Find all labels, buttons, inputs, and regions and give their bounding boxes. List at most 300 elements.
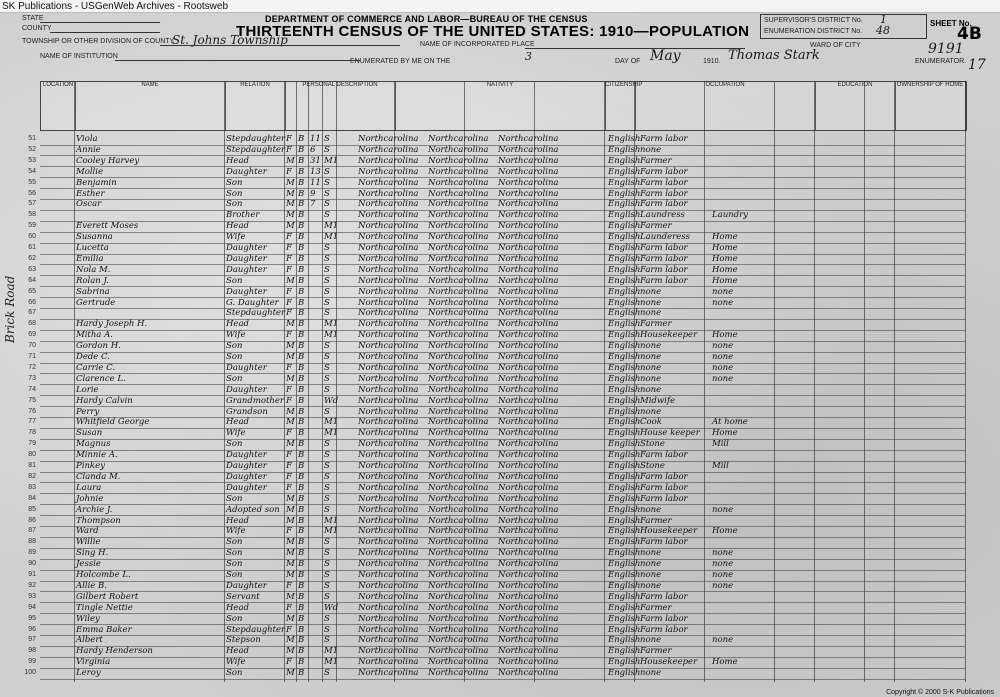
cell-occ: Farm labor (640, 199, 688, 210)
cell-bp: Northcarolina (358, 253, 419, 264)
cell-age (310, 243, 322, 253)
table-row (28, 221, 965, 233)
cell-bp: Northcarolina (358, 297, 419, 308)
cell-sex: M (286, 406, 295, 417)
table-row (28, 515, 965, 528)
cell-sex: F (286, 428, 292, 439)
cell-name: Allie B. (76, 580, 107, 591)
cell-rel: Daughter (226, 166, 267, 177)
cell-ind (712, 199, 782, 209)
cell-fbp: Northcarolina (428, 461, 489, 471)
cell-fbp: Northcarolina (428, 308, 489, 319)
cell-age (310, 570, 322, 580)
cell-sex: M (286, 548, 295, 559)
cell-sex: M (286, 559, 295, 570)
cell-occ: none (640, 362, 662, 373)
table-row (28, 471, 965, 484)
cell-mbp: Northcarolina (498, 264, 559, 275)
line-number: 69 (28, 331, 36, 339)
cell-ind: Home (712, 243, 738, 253)
table-row (28, 177, 965, 190)
cell-ms: S (324, 591, 330, 602)
cell-name: Esther (76, 188, 105, 199)
cell-race: B (298, 450, 305, 461)
cell-fbp: Northcarolina (428, 548, 489, 559)
cell-lang: English (608, 439, 641, 450)
cell-ms: S (324, 635, 330, 646)
cell-ind: Home (712, 657, 738, 668)
cell-occ: Farm labor (640, 482, 688, 493)
cell-ind: Home (712, 330, 738, 341)
cell-rel: Stepson (226, 635, 261, 646)
cell-age (310, 450, 322, 460)
cell-bp: Northcarolina (358, 243, 419, 253)
line-number: 67 (28, 309, 36, 317)
line-number: 72 (28, 363, 36, 371)
cell-occ: Farm labor (640, 275, 688, 286)
cell-rel: Wife (226, 428, 246, 439)
cell-bp: Northcarolina (358, 210, 419, 221)
cell-rel: Wife (226, 526, 246, 537)
cell-ms: M1 (324, 428, 339, 439)
cell-race: B (298, 275, 305, 286)
cell-rel: Daughter (226, 580, 267, 591)
cell-rel: Head (226, 417, 249, 428)
cell-bp: Northcarolina (358, 286, 419, 297)
cell-age (310, 625, 322, 635)
cell-mbp: Northcarolina (498, 221, 559, 232)
table-row (28, 210, 965, 222)
supervisor-value: 1 (880, 13, 887, 26)
cell-age (310, 516, 322, 526)
cell-fbp: Northcarolina (428, 646, 489, 657)
cell-lang: English (608, 526, 641, 537)
cell-sex: F (286, 286, 292, 297)
cell-age (310, 472, 322, 482)
cell-occ: none (640, 580, 662, 591)
cell-age (310, 592, 322, 602)
line-number: 62 (28, 254, 36, 262)
cell-name: Carrie C. (76, 362, 116, 373)
table-row (28, 439, 965, 451)
col-name: NAME (75, 82, 226, 130)
cell-mbp: Northcarolina (498, 624, 559, 635)
cell-rel: Head (226, 319, 249, 330)
line-number: 87 (28, 527, 36, 535)
cell-race: B (298, 199, 305, 210)
cell-race: B (298, 406, 305, 417)
cell-occ: Farm labor (640, 613, 688, 624)
cell-lang: English (608, 166, 641, 177)
cell-lang: English (608, 232, 641, 243)
cell-mbp: Northcarolina (498, 548, 559, 559)
cell-race: B (298, 297, 305, 308)
cell-occ: Midwife (640, 395, 676, 406)
cell-ind (712, 483, 782, 493)
cell-ms: S (324, 275, 330, 286)
day-value: 3 (525, 50, 532, 63)
cell-sex: F (286, 362, 292, 373)
cell-rel: Grandmother (226, 395, 284, 406)
cell-race: B (298, 286, 305, 297)
cell-rel: Wife (226, 657, 246, 668)
cell-name: Rolan J. (76, 275, 109, 286)
line-number: 52 (28, 145, 36, 153)
line-number: 96 (28, 625, 36, 633)
cell-ind: none (712, 504, 734, 515)
cell-occ: Housekeeper (640, 330, 698, 341)
cell-rel: Daughter (226, 362, 267, 373)
cell-ms: M1 (324, 232, 339, 243)
cell-age (310, 298, 322, 308)
cell-name: Leroy (76, 668, 101, 679)
cell-lang: English (608, 373, 641, 384)
table-row (28, 362, 965, 375)
cell-mbp: Northcarolina (498, 450, 559, 461)
cell-occ: Farm labor (640, 471, 688, 482)
cell-mbp: Northcarolina (498, 275, 559, 286)
table-row (28, 417, 965, 429)
cell-fbp: Northcarolina (428, 319, 489, 330)
cell-age (310, 428, 322, 438)
table-row (28, 613, 965, 626)
cell-mbp: Northcarolina (498, 537, 559, 548)
census-title: THIRTEENTH CENSUS OF THE UNITED STATES: 1910—POPULATION (236, 23, 750, 40)
cell-bp: Northcarolina (358, 144, 419, 155)
cell-bp: Northcarolina (358, 635, 419, 646)
line-number: 88 (28, 538, 36, 546)
cell-name (76, 210, 224, 220)
line-number: 82 (28, 472, 36, 480)
cell-mbp: Northcarolina (498, 134, 559, 144)
cell-mbp: Northcarolina (498, 199, 559, 210)
cell-fbp: Northcarolina (428, 275, 489, 286)
cell-fbp: Northcarolina (428, 384, 489, 395)
cell-name: Benjamin (76, 177, 117, 188)
line-number: 59 (28, 222, 36, 230)
cell-lang: English (608, 548, 641, 559)
cell-mbp: Northcarolina (498, 232, 559, 243)
cell-ms: M1 (324, 330, 339, 341)
line-number: 99 (28, 658, 36, 666)
line-number: 63 (28, 265, 36, 273)
cell-name: Albert (76, 635, 103, 646)
line-number: 80 (28, 451, 36, 459)
cell-occ: none (640, 373, 662, 384)
cell-mbp: Northcarolina (498, 352, 559, 362)
cell-age (310, 581, 322, 591)
cell-ms: S (324, 504, 330, 515)
cell-race: B (298, 395, 305, 406)
cell-name: Minnie A. (76, 450, 118, 461)
margin-note: Brick Road (3, 275, 17, 343)
cell-occ: none (640, 548, 662, 559)
line-number: 51 (28, 135, 36, 142)
line-number: 74 (28, 385, 36, 393)
cell-fbp: Northcarolina (428, 570, 489, 580)
cell-lang: English (608, 559, 641, 570)
cell-age (310, 341, 322, 351)
cell-ms: S (324, 352, 330, 362)
line-number: 85 (28, 505, 36, 513)
cell-ms: S (324, 362, 330, 373)
cell-bp: Northcarolina (358, 341, 419, 352)
line-number: 68 (28, 320, 36, 328)
cell-age: 6 (310, 144, 316, 155)
cell-mbp: Northcarolina (498, 526, 559, 537)
cell-age (310, 417, 322, 427)
enumerated-label: ENUMERATED BY ME ON THE (350, 58, 451, 65)
cell-race: B (298, 177, 305, 188)
cell-rel: Son (226, 373, 243, 384)
cell-rel: Head (226, 602, 249, 613)
cell-mbp: Northcarolina (498, 635, 559, 646)
cell-lang: English (608, 134, 641, 144)
cell-name: Everett Moses (76, 221, 139, 232)
column-headers (40, 81, 967, 131)
cell-bp: Northcarolina (358, 657, 419, 668)
line-number: 76 (28, 407, 36, 415)
copyright-text: Copyright © 2000 S-K Publications (886, 689, 994, 696)
table-row (28, 286, 965, 299)
line-number: 75 (28, 396, 36, 404)
table-row (28, 352, 965, 364)
cell-sex: F (286, 297, 292, 308)
cell-race: B (298, 155, 305, 166)
cell-occ: Farm labor (640, 624, 688, 635)
cell-age (310, 374, 322, 384)
cell-lang: English (608, 580, 641, 591)
cell-ind: none (712, 570, 734, 580)
cell-name: Whitfield George (76, 417, 150, 428)
cell-lang: English (608, 210, 641, 221)
cell-race: B (298, 134, 305, 144)
table-row (28, 461, 965, 473)
table-row (28, 384, 965, 397)
cell-age (310, 548, 322, 558)
table-row (28, 526, 965, 538)
cell-rel: Son (226, 341, 243, 352)
cell-sex: M (286, 210, 295, 221)
cell-bp: Northcarolina (358, 646, 419, 657)
cell-bp: Northcarolina (358, 155, 419, 166)
line-number: 70 (28, 342, 36, 350)
table-row (28, 341, 965, 353)
table-row (28, 602, 965, 615)
cell-ms: S (324, 286, 330, 297)
cell-mbp: Northcarolina (498, 602, 559, 613)
cell-fbp: Northcarolina (428, 580, 489, 591)
cell-occ: none (640, 286, 662, 297)
cell-lang: English (608, 646, 641, 657)
cell-age (310, 646, 322, 656)
cell-fbp: Northcarolina (428, 395, 489, 406)
cell-ms: M1 (324, 221, 339, 232)
cell-occ: Housekeeper (640, 526, 698, 537)
cell-race: B (298, 570, 305, 580)
line-number: 81 (28, 462, 36, 469)
cell-ms: S (324, 308, 330, 319)
cell-bp: Northcarolina (358, 439, 419, 450)
cell-ind (712, 134, 782, 144)
cell-ms: S (324, 537, 330, 548)
cell-name: Pinkey (76, 461, 105, 471)
cell-lang: English (608, 482, 641, 493)
cell-rel: Wife (226, 232, 246, 243)
cell-ms: M1 (324, 155, 339, 166)
cell-bp: Northcarolina (358, 406, 419, 417)
cell-lang: English (608, 613, 641, 624)
cell-mbp: Northcarolina (498, 341, 559, 352)
township-label: TOWNSHIP OR OTHER DIVISION OF COUNTY (22, 38, 175, 45)
cell-occ: Housekeeper (640, 657, 698, 668)
cell-ind (712, 167, 782, 177)
cell-race: B (298, 253, 305, 264)
cell-ind (712, 145, 782, 155)
cell-fbp: Northcarolina (428, 624, 489, 635)
cell-ms: S (324, 373, 330, 384)
cell-age (310, 439, 322, 449)
line-number: 79 (28, 440, 36, 448)
cell-fbp: Northcarolina (428, 232, 489, 243)
cell-rel: Son (226, 199, 243, 210)
cell-sex: F (286, 471, 292, 482)
cell-sex: F (286, 482, 292, 493)
cell-name: Annie (76, 144, 101, 155)
cell-race: B (298, 319, 305, 330)
cell-race: B (298, 613, 305, 624)
cell-mbp: Northcarolina (498, 559, 559, 570)
cell-fbp: Northcarolina (428, 243, 489, 253)
cell-ms: S (324, 580, 330, 591)
cell-race: B (298, 428, 305, 439)
cell-bp: Northcarolina (358, 537, 419, 548)
cell-name: Lorie (76, 384, 99, 395)
cell-occ: House keeper (640, 428, 700, 439)
cell-rel: Head (226, 155, 249, 166)
department-title: DEPARTMENT OF COMMERCE AND LABOR—BUREAU OF THE CENSUS (265, 14, 588, 24)
cell-occ: Farm labor (640, 253, 688, 264)
cell-bp: Northcarolina (358, 515, 419, 526)
line-number: 65 (28, 287, 36, 295)
cell-race: B (298, 221, 305, 232)
cell-occ: none (640, 341, 662, 352)
cell-fbp: Northcarolina (428, 417, 489, 428)
cell-ind: Home (712, 253, 738, 264)
table-row (28, 482, 965, 495)
cell-rel: Son (226, 613, 243, 624)
enumeration-value: 48 (876, 24, 890, 37)
cell-name: Clanda M. (76, 471, 121, 482)
table-row (28, 580, 965, 593)
cell-lang: English (608, 144, 641, 155)
cell-name: Gertrude (76, 297, 116, 308)
cell-lang: English (608, 461, 641, 471)
cell-sex: M (286, 417, 295, 428)
cell-age (310, 265, 322, 275)
col-personal: PERSONAL DESCRIPTION (285, 82, 396, 130)
cell-lang: English (608, 624, 641, 635)
cell-fbp: Northcarolina (428, 537, 489, 548)
cell-race: B (298, 657, 305, 668)
cell-bp: Northcarolina (358, 591, 419, 602)
cell-rel: Daughter (226, 264, 267, 275)
cell-fbp: Northcarolina (428, 526, 489, 537)
line-number: 83 (28, 483, 36, 491)
cell-sex: M (286, 221, 295, 232)
cell-name: Emma Baker (76, 624, 132, 635)
cell-race: B (298, 210, 305, 221)
cell-rel: Son (226, 668, 243, 679)
cell-lang: English (608, 199, 641, 210)
cell-lang: English (608, 428, 641, 439)
cell-sex: F (286, 384, 292, 395)
cell-fbp: Northcarolina (428, 591, 489, 602)
cell-age (310, 385, 322, 395)
cell-race: B (298, 362, 305, 373)
cell-occ: Stone (640, 439, 665, 450)
table-row (28, 275, 965, 288)
cell-ms: M1 (324, 515, 339, 526)
cell-age (310, 352, 322, 362)
cell-race: B (298, 635, 305, 646)
cell-rel: Son (226, 537, 243, 548)
table-row (28, 548, 965, 560)
cell-sex: F (286, 232, 292, 243)
cell-rel: Son (226, 439, 243, 450)
cell-ind (712, 614, 782, 624)
cell-age (310, 254, 322, 264)
cell-fbp: Northcarolina (428, 657, 489, 668)
cell-name: Lucetta (76, 243, 109, 253)
cell-fbp: Northcarolina (428, 439, 489, 450)
line-number: 90 (28, 560, 36, 568)
cell-age: 9 (310, 188, 316, 199)
cell-age: 11 (310, 134, 321, 144)
cell-bp: Northcarolina (358, 221, 419, 232)
line-number: 61 (28, 244, 36, 251)
cell-bp: Northcarolina (358, 493, 419, 504)
cell-fbp: Northcarolina (428, 668, 489, 679)
cell-fbp: Northcarolina (428, 177, 489, 188)
cell-rel: Son (226, 275, 243, 286)
cell-occ: none (640, 384, 662, 395)
cell-sex: M (286, 515, 295, 526)
cell-ms: Wd (324, 395, 339, 406)
cell-ms: S (324, 297, 330, 308)
cell-occ: Farm labor (640, 177, 688, 188)
cell-bp: Northcarolina (358, 373, 419, 384)
cell-ms: S (324, 624, 330, 635)
cell-fbp: Northcarolina (428, 341, 489, 352)
cell-race: B (298, 352, 305, 362)
cell-lang: English (608, 537, 641, 548)
cell-occ: Farmer (640, 646, 672, 657)
cell-age (310, 276, 322, 286)
enumerator-label: ENUMERATOR. (915, 58, 967, 65)
cell-sex: M (286, 275, 295, 286)
cell-fbp: Northcarolina (428, 471, 489, 482)
table-row (28, 450, 965, 462)
cell-age (310, 526, 322, 536)
table-row (28, 232, 965, 244)
table-row (28, 635, 965, 647)
cell-mbp: Northcarolina (498, 144, 559, 155)
line-number: 98 (28, 647, 36, 655)
col-citizenship: CITIZENSHIP (605, 82, 636, 130)
col-occupation: OCCUPATION (635, 82, 816, 130)
cell-age (310, 603, 322, 613)
